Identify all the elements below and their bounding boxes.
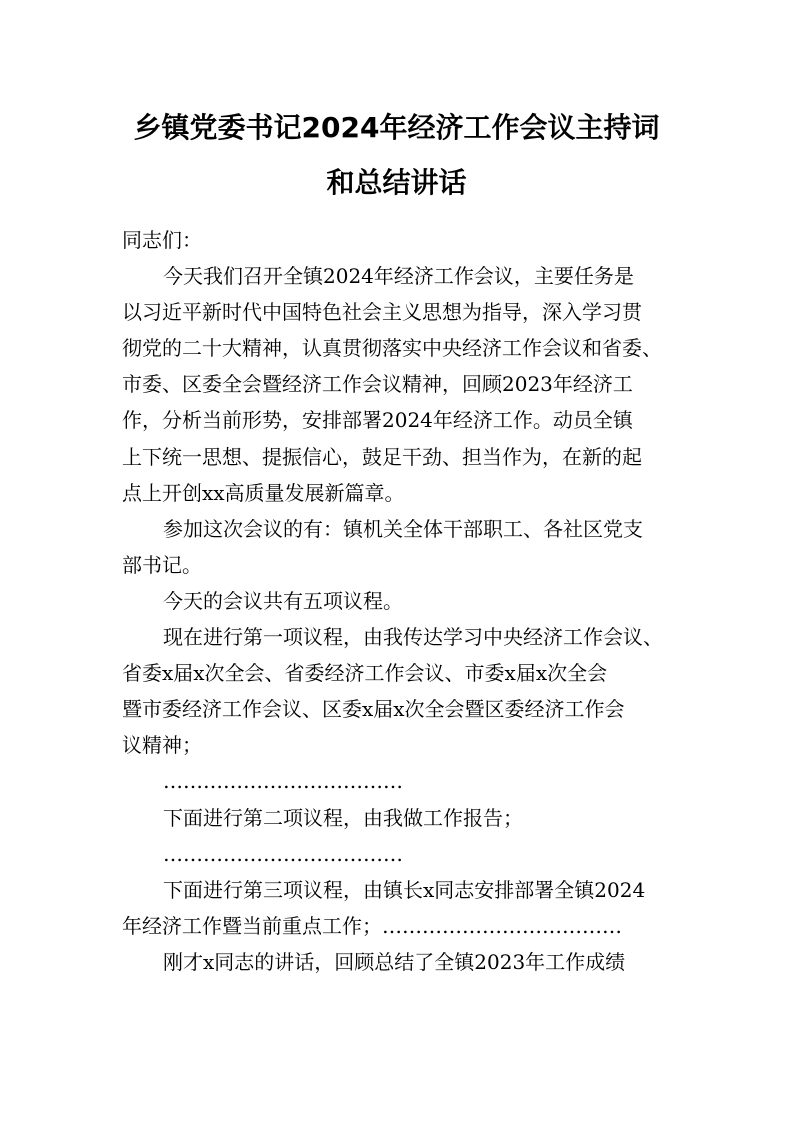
paragraph-line: 彻党的二十大精神，认真贯彻落实中央经济工作会议和省委、 xyxy=(122,336,662,361)
paragraph-line: 作，分析当前形势，安排部署2024年经济工作。动员全镇 xyxy=(122,408,633,433)
paragraph-line: 参加这次会议的有：镇机关全体干部职工、各社区党支 xyxy=(163,516,643,541)
paragraph-line: 上下统一思想、提振信心，鼓足干劲、担当作为，在新的起 xyxy=(122,444,642,469)
paragraph-line: 今天的会议共有五项议程。 xyxy=(163,588,403,613)
paragraph-line: 点上开创xx高质量发展新篇章。 xyxy=(122,480,405,505)
paragraph-line: 下面进行第三项议程，由镇长x同志安排部署全镇2024 xyxy=(163,877,646,902)
paragraph-line: 议精神； xyxy=(122,733,202,758)
ellipsis-line: ……………………………… xyxy=(163,841,403,866)
paragraph-line: 刚才x同志的讲话，回顾总结了全镇2023年工作成绩 xyxy=(163,949,626,974)
paragraph-line: 现在进行第一项议程，由我传达学习中央经济工作会议、 xyxy=(163,625,663,650)
document-body xyxy=(122,222,682,980)
paragraph-line: 省委x届x次全会、省委经济工作会议、市委x届x次全会 xyxy=(122,661,608,686)
ellipsis-line: ……………………………… xyxy=(163,769,403,794)
document-title-line-2: 和总结讲话 xyxy=(326,166,467,199)
paragraph-line: 市委、区委全会暨经济工作会议精神，回顾2023年经济工 xyxy=(122,372,633,397)
paragraph-line: 今天我们召开全镇2024年经济工作会议，主要任务是 xyxy=(163,264,634,289)
salutation: 同志们： xyxy=(122,228,202,252)
paragraph-line: 年经济工作暨当前重点工作；……………………………… xyxy=(122,913,622,938)
paragraph-line: 部书记。 xyxy=(122,552,202,577)
document-title-line-1: 乡镇党委书记2024年经济工作会议主持词 xyxy=(133,111,660,144)
paragraph-line: 暨市委经济工作会议、区委x届x次全会暨区委经济工作会 xyxy=(122,697,625,722)
paragraph-line: 以习近平新时代中国特色社会主义思想为指导，深入学习贯 xyxy=(122,300,642,325)
paragraph-line: 下面进行第二项议程，由我做工作报告； xyxy=(163,805,523,830)
